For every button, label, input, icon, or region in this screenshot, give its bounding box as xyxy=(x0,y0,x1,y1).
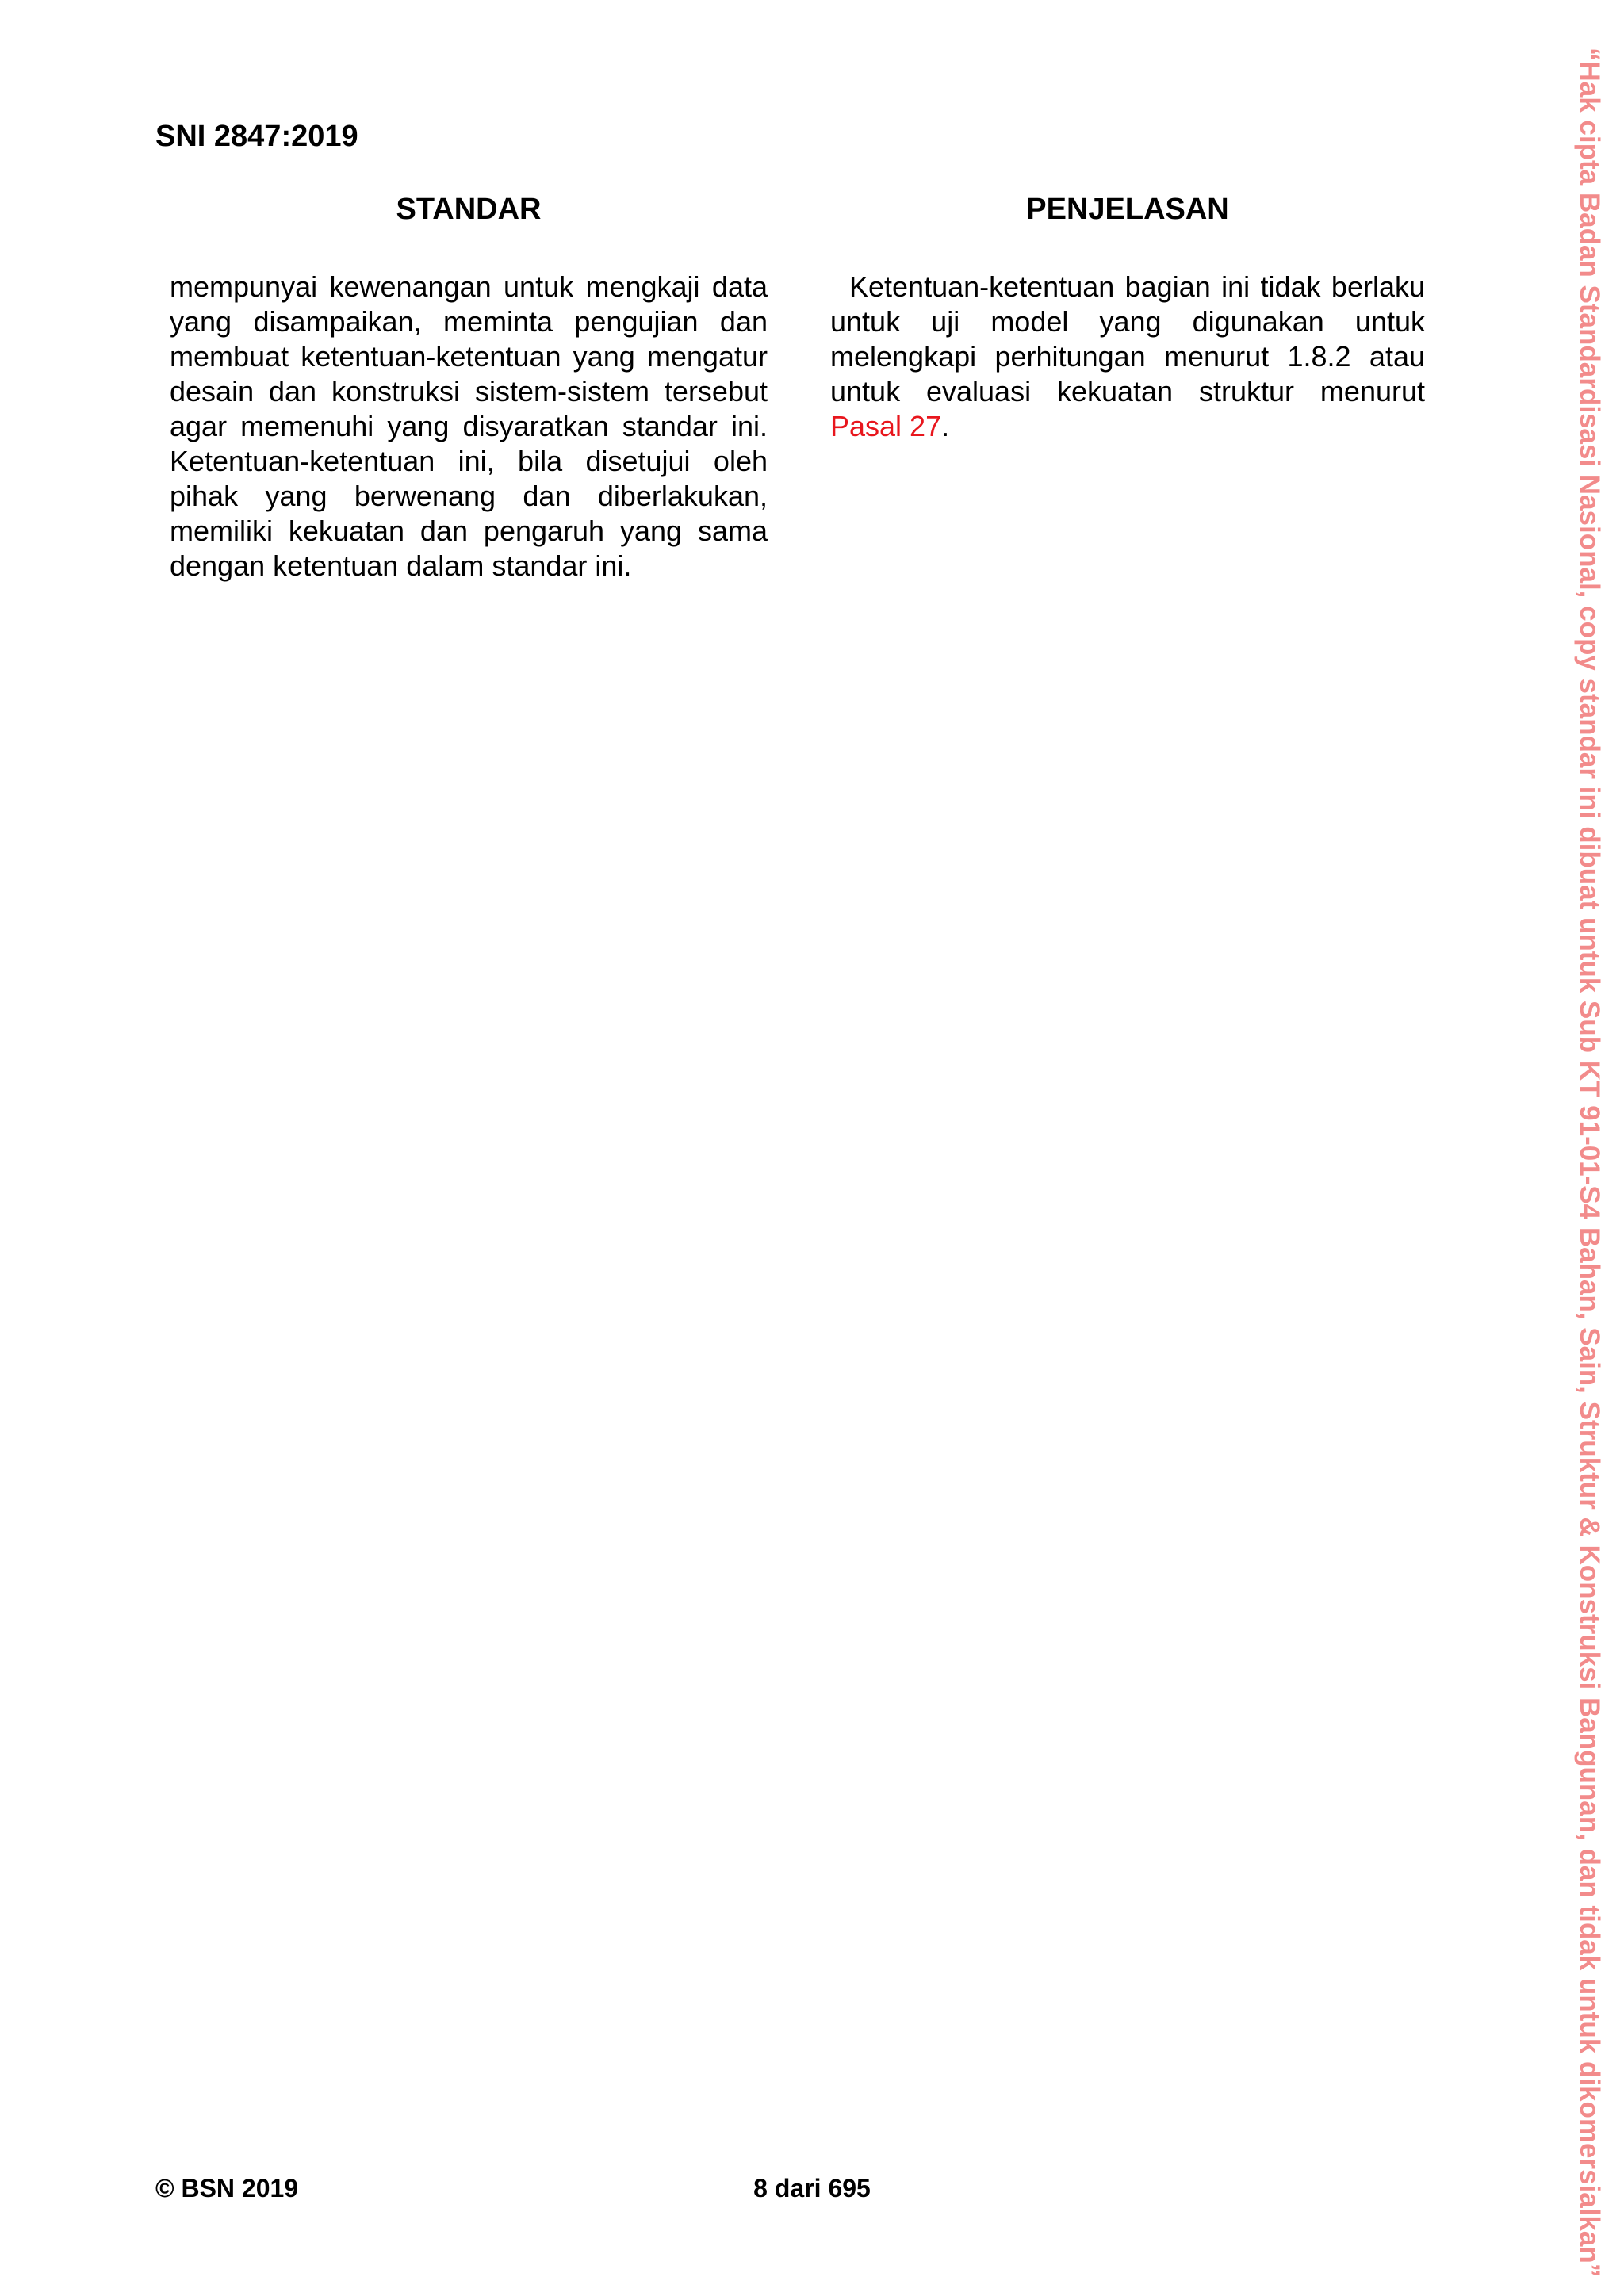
penjelasan-text-after-link: . xyxy=(941,410,950,442)
standar-column-heading: STANDAR xyxy=(396,193,542,226)
footer-page-number: 8 dari 695 xyxy=(753,2174,871,2202)
copyright-watermark: “Hak cipta Badan Standardisasi Nasional, copy standar ini dibuat untuk Sub KT 91-01-S4 Bahan, Sain, Struktur & Konstruksi Bangunan, dan tidak untuk dikomersialkan” xyxy=(1574,48,1605,2278)
copyright-watermark-container xyxy=(1554,48,1624,2278)
penjelasan-column-heading: PENJELASAN xyxy=(1026,193,1229,226)
pasal-27-link[interactable]: Pasal 27 xyxy=(830,410,942,442)
standar-column-text: mempunyai kewenangan untuk mengkaji data yang disampaikan, meminta pengujian dan membuat ketentuan-ketentuan yang mengatur desain dan konstruksi sistem-sistem tersebut agar memenuhi yang disyaratkan standar ini. Ketentuan-ketentuan ini, bila disetujui oleh pihak yang berwenang dan diberlakukan, memiliki kekuatan dan pengaruh yang sama dengan ketentuan dalam standar ini. xyxy=(170,270,768,582)
penjelasan-text-before-link: Ketentuan-ketentuan bagian ini tidak berlaku untuk uji model yang digunakan untuk melengkapi perhitungan menurut 1.8.2 atau untuk evaluasi kekuatan struktur menurut xyxy=(830,270,1425,408)
penjelasan-column-text xyxy=(830,270,1425,444)
document-code: SNI 2847:2019 xyxy=(155,120,358,153)
footer-copyright: © BSN 2019 xyxy=(155,2174,299,2202)
